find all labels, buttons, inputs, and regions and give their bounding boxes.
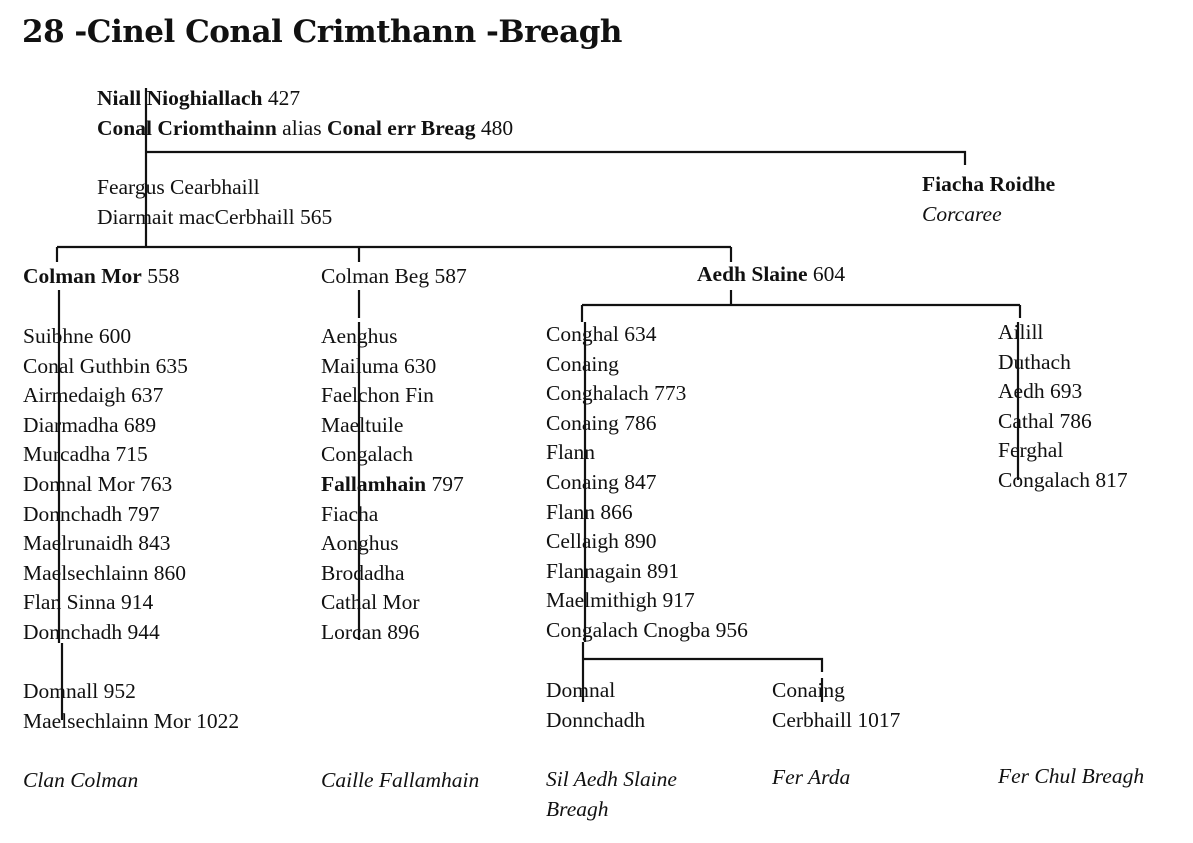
list-item: Diarmadha 689 (23, 412, 157, 437)
diarmait-line: Diarmait macCerbhaill 565 (97, 204, 333, 229)
list-item: Maelsechlainn 860 (23, 560, 186, 585)
list-item: Conal Guthbin 635 (23, 353, 188, 378)
list-item: Domnall 952 (23, 679, 136, 703)
list-item: Donnchadh 797 (23, 501, 160, 526)
fiacha-sept: Corcaree (922, 201, 1002, 226)
list-item: Flann (546, 440, 595, 465)
colman-mor-sept: Clan Colman (23, 768, 139, 792)
domnal-branch (546, 676, 645, 735)
list-item: Mailuma 630 (321, 353, 437, 378)
niall-entry (97, 84, 513, 114)
ailill-descendants (998, 318, 1128, 496)
list-item: Conghal 634 (546, 322, 657, 346)
list-item: Ferghal (998, 438, 1064, 463)
list-item: Flan Sinna 914 (23, 590, 154, 615)
fer-arda-sept: Fer Arda (772, 765, 851, 789)
list-item: Conaing 847 (546, 469, 657, 494)
colman-mor-later (23, 677, 239, 736)
conaing-branch (772, 676, 900, 735)
list-item: Cathal Mor (321, 590, 420, 615)
list-item: Conghalach 773 (546, 381, 687, 406)
list-item: Brodadha (321, 560, 405, 585)
list-item: Flann 866 (546, 499, 633, 524)
fiacha-node (922, 170, 1055, 229)
colman-beg-node (321, 262, 467, 292)
list-item: Maelsechlainn Mor 1022 (23, 708, 240, 733)
colman-beg-sept: Caille Fallamhain (321, 768, 480, 792)
list-item: Congalach Cnogba 956 (546, 617, 748, 642)
list-item: Fiacha (321, 501, 379, 526)
aedh-slaine-name: Aedh Slaine (697, 262, 808, 286)
list-item: Flannagain 891 (546, 558, 680, 583)
feargus-node (97, 173, 332, 232)
list-item: Cathal 786 (998, 408, 1092, 433)
colman-mor-descendants (23, 322, 188, 648)
aedh-slaine-entry (697, 260, 845, 290)
list-item: Ailill (998, 320, 1044, 344)
list-item: Domnal Mor 763 (23, 471, 173, 496)
list-item: Airmedaigh 637 (23, 383, 164, 408)
conal-year: 480 (480, 115, 514, 140)
list-item: Conaing (546, 351, 619, 376)
root-ancestors (97, 84, 513, 143)
fer-chul-breagh-sept: Fer Chul Breagh (998, 764, 1145, 788)
list-item: Congalach 817 (998, 467, 1128, 492)
page-title: 28 -Cinel Conal Crimthann -Breagh (22, 14, 622, 50)
fallamhain-name: Fallamhain (321, 471, 427, 496)
niall-year: 427 (267, 86, 301, 110)
niall-name: Niall Nioghiallach (97, 86, 263, 110)
list-item: Aedh 693 (998, 379, 1083, 404)
sept-line: Sil Aedh Slaine (546, 767, 677, 791)
sept-line: Breagh (546, 796, 609, 821)
list-item: Maeltuile (321, 412, 404, 437)
fallamhain-entry (321, 470, 464, 500)
list-item: Aenghus (321, 324, 398, 348)
colman-beg-name: Colman Beg 587 (321, 264, 467, 288)
list-item: Cerbhaill 1017 (772, 707, 901, 732)
aedh-slaine-node (697, 260, 845, 290)
list-item: Conaing 786 (546, 410, 657, 435)
fallamhain-year: 797 (431, 471, 464, 496)
list-item: Donnchadh 944 (23, 619, 160, 644)
list-item: Lorcan 896 (321, 619, 420, 644)
sil-aedh-slaine-sept (546, 765, 677, 824)
list-item: Cellaigh 890 (546, 529, 657, 554)
list-item: Conaing (772, 678, 845, 702)
list-item: Murcadha 715 (23, 442, 148, 467)
list-item: Aonghus (321, 531, 399, 556)
conal-alias: Conal err Breag (326, 115, 476, 140)
colman-mor-entry (23, 262, 179, 292)
aedh-slaine-descendants (546, 320, 748, 646)
list-item: Maelmithigh 917 (546, 588, 695, 613)
colman-mor-year: 558 (147, 264, 180, 288)
list-item: Domnal (546, 678, 616, 702)
colman-mor-name: Colman Mor (23, 264, 142, 288)
list-item: Maelrunaidh 843 (23, 531, 171, 556)
colman-mor-node (23, 262, 179, 292)
conal-entry (97, 114, 513, 144)
aedh-slaine-year: 604 (812, 262, 846, 286)
list-item: Donnchadh (546, 707, 646, 732)
list-item: Faelchon Fin (321, 383, 434, 408)
colman-beg-descendants (321, 322, 464, 648)
fiacha-name: Fiacha Roidhe (922, 172, 1056, 196)
list-item: Suibhne 600 (23, 324, 132, 348)
list-item: Congalach (321, 442, 413, 467)
list-item: Duthach (998, 349, 1071, 374)
feargus-line: Feargus Cearbhaill (97, 175, 260, 199)
conal-alias-word: alias (282, 115, 322, 140)
conal-name: Conal Criomthainn (97, 115, 277, 140)
